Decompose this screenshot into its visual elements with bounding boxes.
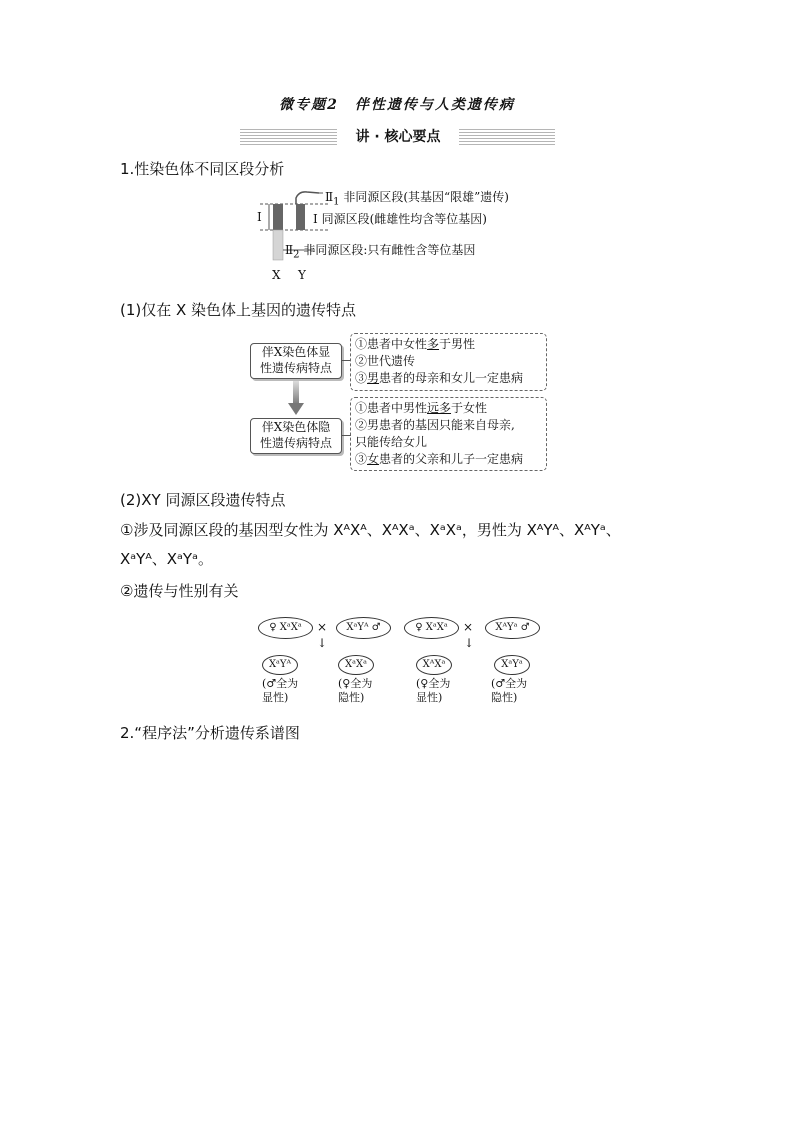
dominant-box-line2: 性遗传病特点: [259, 361, 332, 375]
recessive-point-1: ①患者中男性远多于女性: [355, 401, 488, 415]
I-num: Ⅰ: [313, 212, 318, 226]
banner-label: 讲 · 核心要点: [337, 127, 459, 147]
dominant-point-1: ①患者中女性多于男性: [355, 337, 476, 351]
section1-heading: 1.性染色体不同区段分析: [120, 160, 285, 178]
cross2-female: ♀ XᵃXᵃ: [404, 617, 459, 639]
cross1-caption2: (♀全为 隐性): [338, 677, 373, 704]
dominant-point-2: ②世代遗传: [355, 354, 416, 368]
sub2-heading: (2)XY 同源区段遗传特点: [120, 491, 286, 509]
down-arrow-icon: [286, 381, 306, 417]
sub2-line2: XᵃYᴬ、XᵃYᵃ。: [120, 550, 213, 568]
sub1-heading: (1)仅在 X 染色体上基因的遗传特点: [120, 301, 357, 319]
cross2-male: XᴬYᵃ ♂: [485, 617, 540, 639]
recessive-box-line2: 性遗传病特点: [259, 436, 332, 450]
cross1-arrow: ↓: [317, 636, 328, 650]
II2-num: Ⅱ: [285, 243, 294, 257]
dominant-box-line1: 伴X染色体显: [261, 345, 331, 359]
x-chrom-homologous: [273, 204, 283, 230]
cross1-female: ♀ XᵃXᵃ: [258, 617, 313, 639]
y-chrom-nonhomologous: [296, 192, 319, 204]
recessive-box: [250, 418, 342, 454]
recessive-point-2b: 只能传给女儿: [355, 435, 428, 449]
II1-num: Ⅱ: [325, 190, 334, 204]
recessive-box-line1: 伴X染色体隐: [261, 420, 331, 434]
dominant-box: [250, 343, 342, 379]
y-chrom-homologous: [296, 204, 305, 230]
diagram-label-I: I: [257, 210, 262, 224]
dominant-points: [350, 333, 547, 391]
page-title: 微专题2 伴性遗传与人类遗传病: [279, 97, 515, 113]
sub2-line3: ②遗传与性别有关: [120, 582, 239, 600]
x-chrom-nonhomologous: [273, 230, 283, 260]
II2-text: 非同源区段:只有雌性含等位基因: [303, 243, 476, 257]
recessive-point-2: ②男患者的基因只能来自母亲,: [355, 418, 515, 432]
cross1-times: ×: [317, 620, 328, 634]
sub2-line1: ①涉及同源区段的基因型女性为 XᴬXᴬ、XᴬXᵃ、XᵃXᵃ，男性为 XᴬYᴬ、XᴬYᵃ、: [120, 521, 621, 539]
II2-sub: 2: [293, 249, 300, 261]
cross2-arrow: ↓: [464, 636, 475, 650]
diagram-label-II2: [285, 241, 475, 260]
I-text: 同源区段(雌雄性均含等位基因): [321, 212, 487, 226]
cross2-caption1: (♀全为 显性): [416, 677, 451, 704]
cross2-caption2: (♂全为 隐性): [491, 677, 528, 704]
diagram-label-II1: [325, 188, 509, 207]
cross1-offspring1: XᵃYᴬ: [262, 655, 298, 675]
cross1-male: XᵃYᴬ ♂: [336, 617, 391, 639]
II1-text: 非同源区段(其基因“限雄”遗传): [343, 190, 509, 204]
y-label: Y: [298, 268, 306, 282]
diagram-label-I-right: [313, 210, 487, 227]
recessive-point-3: ③女患者的父亲和儿子一定患病: [355, 452, 524, 466]
dominant-point-3: ③男患者的母亲和女儿一定患病: [355, 371, 524, 385]
chromosome-diagram: [255, 186, 555, 286]
section2-heading: 2.“程序法”分析遗传系谱图: [120, 724, 300, 742]
section-banner: [240, 127, 555, 147]
cross2-offspring1: XᴬXᵃ: [416, 655, 452, 675]
recessive-points: [350, 397, 547, 471]
cross1-caption1: (♂全为 显性): [262, 677, 299, 704]
cross2-times: ×: [463, 620, 474, 634]
cross1-offspring2: XᵃXᵃ: [338, 655, 374, 675]
x-label: X: [272, 268, 281, 282]
cross2-offspring2: XᵃYᵃ: [494, 655, 530, 675]
II1-sub: 1: [333, 196, 340, 208]
